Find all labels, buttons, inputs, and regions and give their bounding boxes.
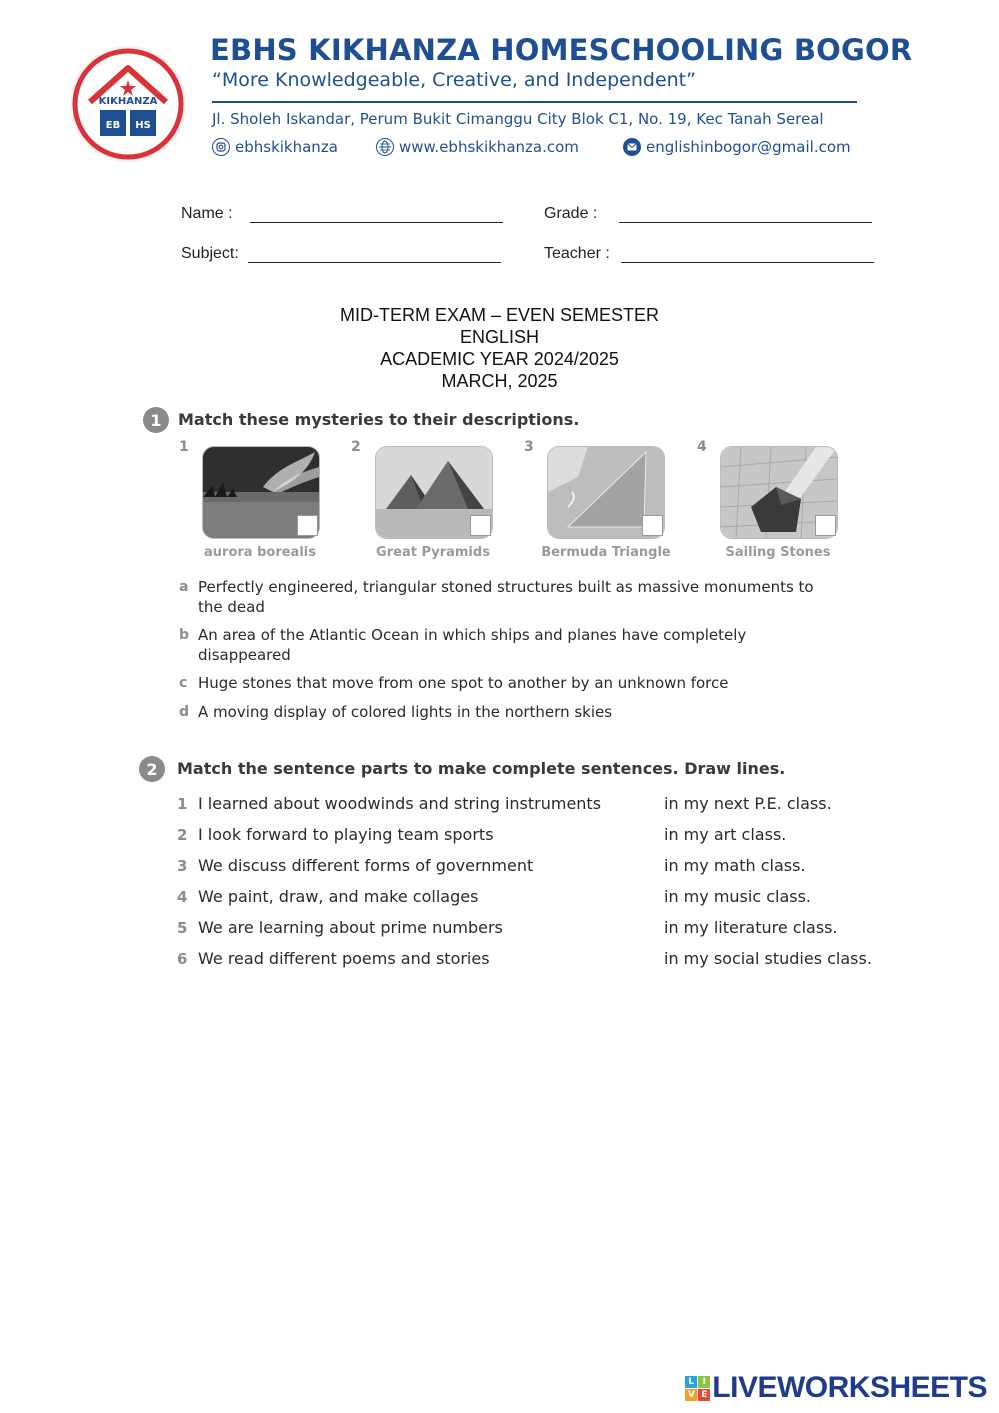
liveworksheets-wordmark: LIVEWORKSHEETS xyxy=(712,1371,987,1404)
picture-3-number: 3 xyxy=(524,439,534,455)
logo-book-right: HS xyxy=(135,120,151,131)
desc-a-text: Perfectly engineered, triangular stoned structures built as massive monuments to the dead xyxy=(198,578,814,616)
picture-1-number: 1 xyxy=(179,439,189,455)
desc-d-letter: d xyxy=(179,704,190,720)
picture-2-number: 2 xyxy=(351,439,361,455)
desc-b-text: An area of the Atlantic Ocean in which ships and planes have completely disappeared xyxy=(198,626,747,664)
liveworksheets-logo-icon xyxy=(685,1376,710,1401)
sentence-6-number: 6 xyxy=(177,950,188,968)
sentence-3-end[interactable]: in my math class. xyxy=(664,856,806,875)
logo-text: KIKHANZA xyxy=(98,96,158,107)
desc-b-letter: b xyxy=(179,627,190,643)
answer-box-1[interactable] xyxy=(297,515,318,536)
sentence-6-start[interactable]: We read different poems and stories xyxy=(198,949,490,968)
email-contact xyxy=(623,138,851,156)
sentence-2-end[interactable]: in my art class. xyxy=(664,825,787,844)
sentence-4-number: 4 xyxy=(177,888,188,906)
sentence-5-end[interactable]: in my literature class. xyxy=(664,918,838,937)
subject-label: Subject: xyxy=(181,245,239,262)
sentence-4-start[interactable]: We paint, draw, and make collages xyxy=(198,887,479,906)
school-logo xyxy=(68,44,188,164)
sentence-1-number: 1 xyxy=(177,795,188,813)
sentence-1-start[interactable]: I learned about woodwinds and string instruments xyxy=(198,794,602,813)
picture-3-caption: Bermuda Triangle xyxy=(541,545,671,560)
exam-title-line3: ACADEMIC YEAR 2024/2025 xyxy=(380,349,619,369)
name-field[interactable] xyxy=(250,222,503,223)
section-1-badge: 1 xyxy=(143,407,169,433)
desc-a-letter: a xyxy=(179,579,189,595)
sentence-1-end[interactable]: in my next P.E. class. xyxy=(664,794,832,813)
teacher-field[interactable] xyxy=(621,262,874,263)
name-label: Name : xyxy=(181,205,233,222)
liveworksheets-brand[interactable] xyxy=(685,1371,987,1405)
school-address: Jl. Sholeh Iskandar, Perum Bukit Cimanggu City Blok C1, No. 19, Kec Tanah Sereal xyxy=(212,110,824,128)
email-link[interactable]: englishinbogor@gmail.com xyxy=(646,138,851,156)
desc-c-text: Huge stones that move from one spot to another by an unknown force xyxy=(198,674,729,692)
subject-field[interactable] xyxy=(248,262,501,263)
instagram-contact xyxy=(212,138,338,156)
logo-block-v: V xyxy=(685,1389,697,1401)
section-1-title: Match these mysteries to their descriptions. xyxy=(178,410,580,429)
logo-block-e: E xyxy=(698,1389,710,1401)
sentence-3-number: 3 xyxy=(177,857,188,875)
picture-4-number: 4 xyxy=(697,439,707,455)
exam-title-line2: ENGLISH xyxy=(459,327,540,347)
logo-book-left: EB xyxy=(105,120,121,131)
answer-box-4[interactable] xyxy=(815,515,836,536)
instagram-handle: ebhskikhanza xyxy=(235,138,338,156)
school-name: EBHS KIKHANZA HOMESCHOOLING BOGOR xyxy=(210,33,913,67)
exam-title xyxy=(0,304,999,392)
instagram-icon xyxy=(212,138,230,156)
grade-label: Grade : xyxy=(544,205,598,222)
picture-1-caption: aurora borealis xyxy=(204,545,316,560)
sentence-2-start[interactable]: I look forward to playing team sports xyxy=(198,825,494,844)
header-divider xyxy=(212,101,857,103)
mail-icon xyxy=(623,138,641,156)
answer-box-2[interactable] xyxy=(470,515,491,536)
globe-icon xyxy=(376,138,394,156)
sentence-5-number: 5 xyxy=(177,919,188,937)
school-motto: “More Knowledgeable, Creative, and Independent” xyxy=(212,69,696,91)
desc-c-letter: c xyxy=(179,675,188,691)
sentence-3-start[interactable]: We discuss different forms of government xyxy=(198,856,534,875)
sentence-4-end[interactable]: in my music class. xyxy=(664,887,812,906)
logo-block-l: L xyxy=(685,1376,697,1388)
sentence-5-start[interactable]: We are learning about prime numbers xyxy=(198,918,503,937)
picture-2-caption: Great Pyramids xyxy=(376,545,490,560)
website-link[interactable]: www.ebhskikhanza.com xyxy=(399,138,579,156)
grade-field[interactable] xyxy=(619,222,872,223)
exam-title-line1: MID-TERM EXAM – EVEN SEMESTER xyxy=(339,305,660,325)
logo-block-i: I xyxy=(698,1376,710,1388)
sentence-6-end[interactable]: in my social studies class. xyxy=(664,949,872,968)
desc-d-text: A moving display of colored lights in the northern skies xyxy=(198,703,613,721)
answer-box-3[interactable] xyxy=(642,515,663,536)
teacher-label: Teacher : xyxy=(544,245,610,262)
website-contact xyxy=(376,138,579,156)
sentence-2-number: 2 xyxy=(177,826,188,844)
section-2-badge: 2 xyxy=(139,756,165,782)
picture-4-caption: Sailing Stones xyxy=(725,545,831,560)
exam-title-line4: MARCH, 2025 xyxy=(441,371,558,391)
section-2-title: Match the sentence parts to make complete sentences. Draw lines. xyxy=(177,759,786,778)
